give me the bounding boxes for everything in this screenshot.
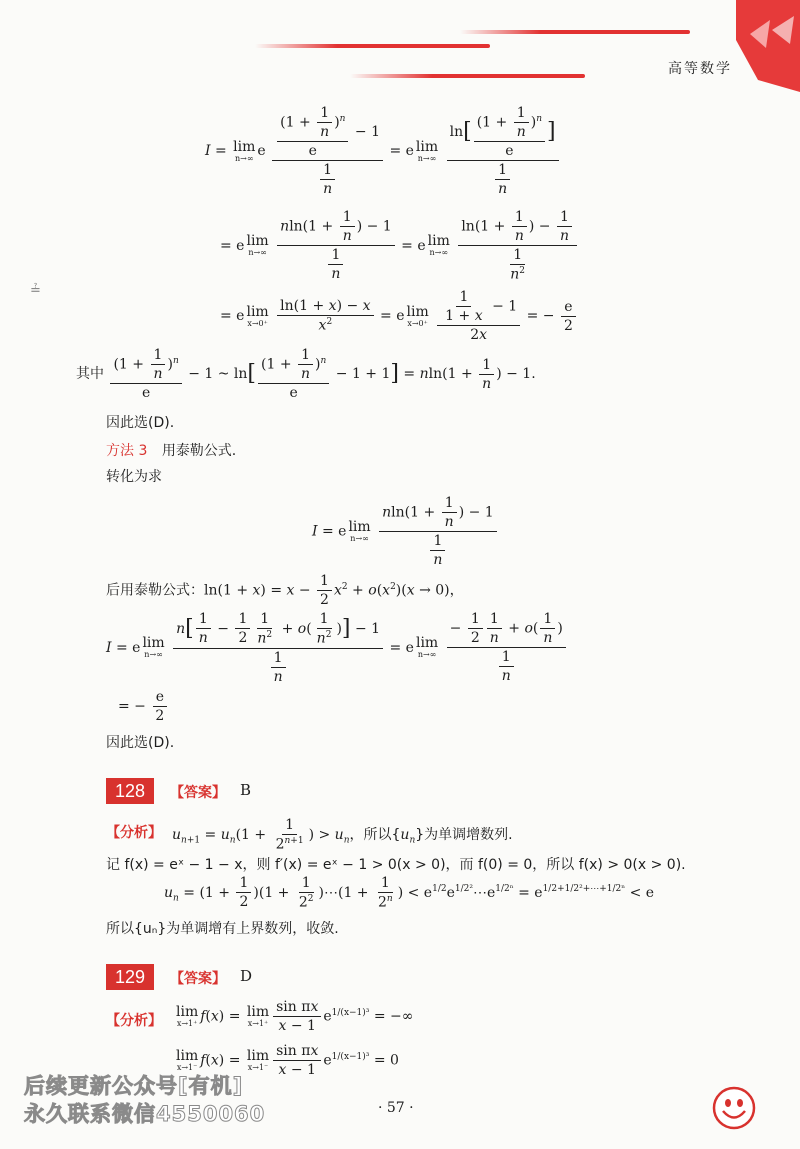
q128-line-2: 记 f(x) = eˣ − 1 − x，则 f′(x) = eˣ − 1 > 0(x > 0)，而 f(0) = 0，所以 f(x) > 0(x > 0). (106, 857, 686, 873)
analysis-label-128: 【分析】 (106, 825, 162, 841)
q129-line-2: lim x→1⁻ f(x) = lim x→1⁻ $\frac{\text{sin πx}}{x - 1}$ $e^{1/(x-1)^3} = 0$ (176, 1043, 399, 1078)
smiley-icon (712, 1086, 756, 1130)
watermark-line-1: 后续更新公众号[有机] (24, 1074, 244, 1098)
transform-text: 转化为求 (106, 469, 162, 485)
header-stripe (460, 30, 690, 34)
conclusion-text-2: 因此选(D). (106, 735, 175, 751)
answer-label-128: 【答案】 (170, 785, 226, 801)
math-line-4: 其中 (1 + $\frac{1}{n}$ )$^n$ e − 1 ~ ln[ (1 + $\frac{1}{n}$ )$^n$ e − 1 + 1] = nln(1 + $\frac{1}{n}$ ) − 1. (76, 347, 536, 401)
method-3-heading (106, 440, 236, 460)
q128-line-3: $u_n = (1$ + $\frac{1}{2}$ )(1 + $\frac{1}{2^2}$ )⋯(1 + $\frac{1}{2^n}$ ) < $e^{1/2}e^{1/2^2}\cdots e^{1/2^n} = e^{1/2+1/2^2+\cdots+1/2^n} < e$ (164, 875, 655, 911)
analysis-label-129: 【分析】 (106, 1013, 162, 1029)
header-stripe (350, 74, 585, 78)
side-mark: ≟ (30, 283, 41, 298)
math-line-10: I = e lim n→∞ n[ $\frac{1}{n}$ − $\frac{1}{2}$ $\frac{1}{n^2}$ + o( $\frac{1}{n^2}$ )] − 1 $\frac{1}{n}$ = e lim n→∞ − $\frac{1}{2}$ $\frac{1}{n}$ + o( $\frac{1}{n}$ ) $\frac{1}{n}$ (106, 612, 568, 684)
q129-line-1: lim x→1⁺ f(x) = lim x→1⁺ $\frac{\text{sin πx}}{x - 1}$ $e^{1/(x-1)^3}$ = −∞ (176, 999, 414, 1034)
method-text: 用泰勒公式. (161, 443, 237, 459)
header-corner-graphic (736, 0, 800, 100)
math-line-3: = e lim x→0⁺ $\frac{\ln(1 + x) - x}{x^2}$ = e lim x→0⁺ $\frac{1}{1 + x}$ − 1 2x = − $\frac{e}{2}$ (220, 290, 578, 342)
answer-129: D (240, 967, 253, 985)
conclusion-text-1: 因此选(D). (106, 415, 175, 431)
answer-128: B (240, 781, 252, 799)
page-number: · 57 · (378, 1100, 414, 1116)
taylor-line: 后用泰勒公式：ln(1 + x) = x − $\frac{1}{2}$ $x^2 + o(x^2)(x \to 0)$， (106, 573, 464, 608)
answer-label-129: 【答案】 (170, 971, 226, 987)
header-stripe (255, 44, 490, 48)
header-title: 高等数学 (668, 60, 732, 76)
q128-line-4: 所以{uₙ}为单调增有上界数列，收敛. (106, 921, 339, 937)
question-number-129: 129 (106, 964, 154, 990)
question-number-128: 128 (106, 778, 154, 804)
method-label: 方法 3 (106, 443, 148, 459)
q128-line-1: $u_{n+1} = u_n(1$ + $\frac{1}{2^{n+1}}$ ) > $u_n$，所以$\{u_n\}$为单调增数列. (172, 817, 513, 853)
math-line-11: = − $\frac{e}{2}$ (118, 690, 169, 723)
watermark-line-2: 永久联系微信4550060 (24, 1102, 266, 1126)
math-line-8: I = e lim n→∞ nln(1 + $\frac{1}{n}$ ) − 1 $\frac{1}{n}$ (312, 496, 499, 567)
math-line-1: I = lim n→∞ e (1 + $\frac{1}{n}$ )$^n$ e − 1 $\frac{1}{n}$ = e lim n→∞ ln[ (1 + $\frac{1}{n}$ )$^n$ e ] $\frac{1}{n}$ (205, 106, 561, 196)
math-line-2: = e lim n→∞ nln(1 + $\frac{1}{n}$ ) − 1 $\frac{1}{n}$ = e lim n→∞ ln(1 + $\frac{1}{n}$ ) − $\frac{1}{n}$ $\frac{1}{n^2}$ (220, 210, 579, 282)
